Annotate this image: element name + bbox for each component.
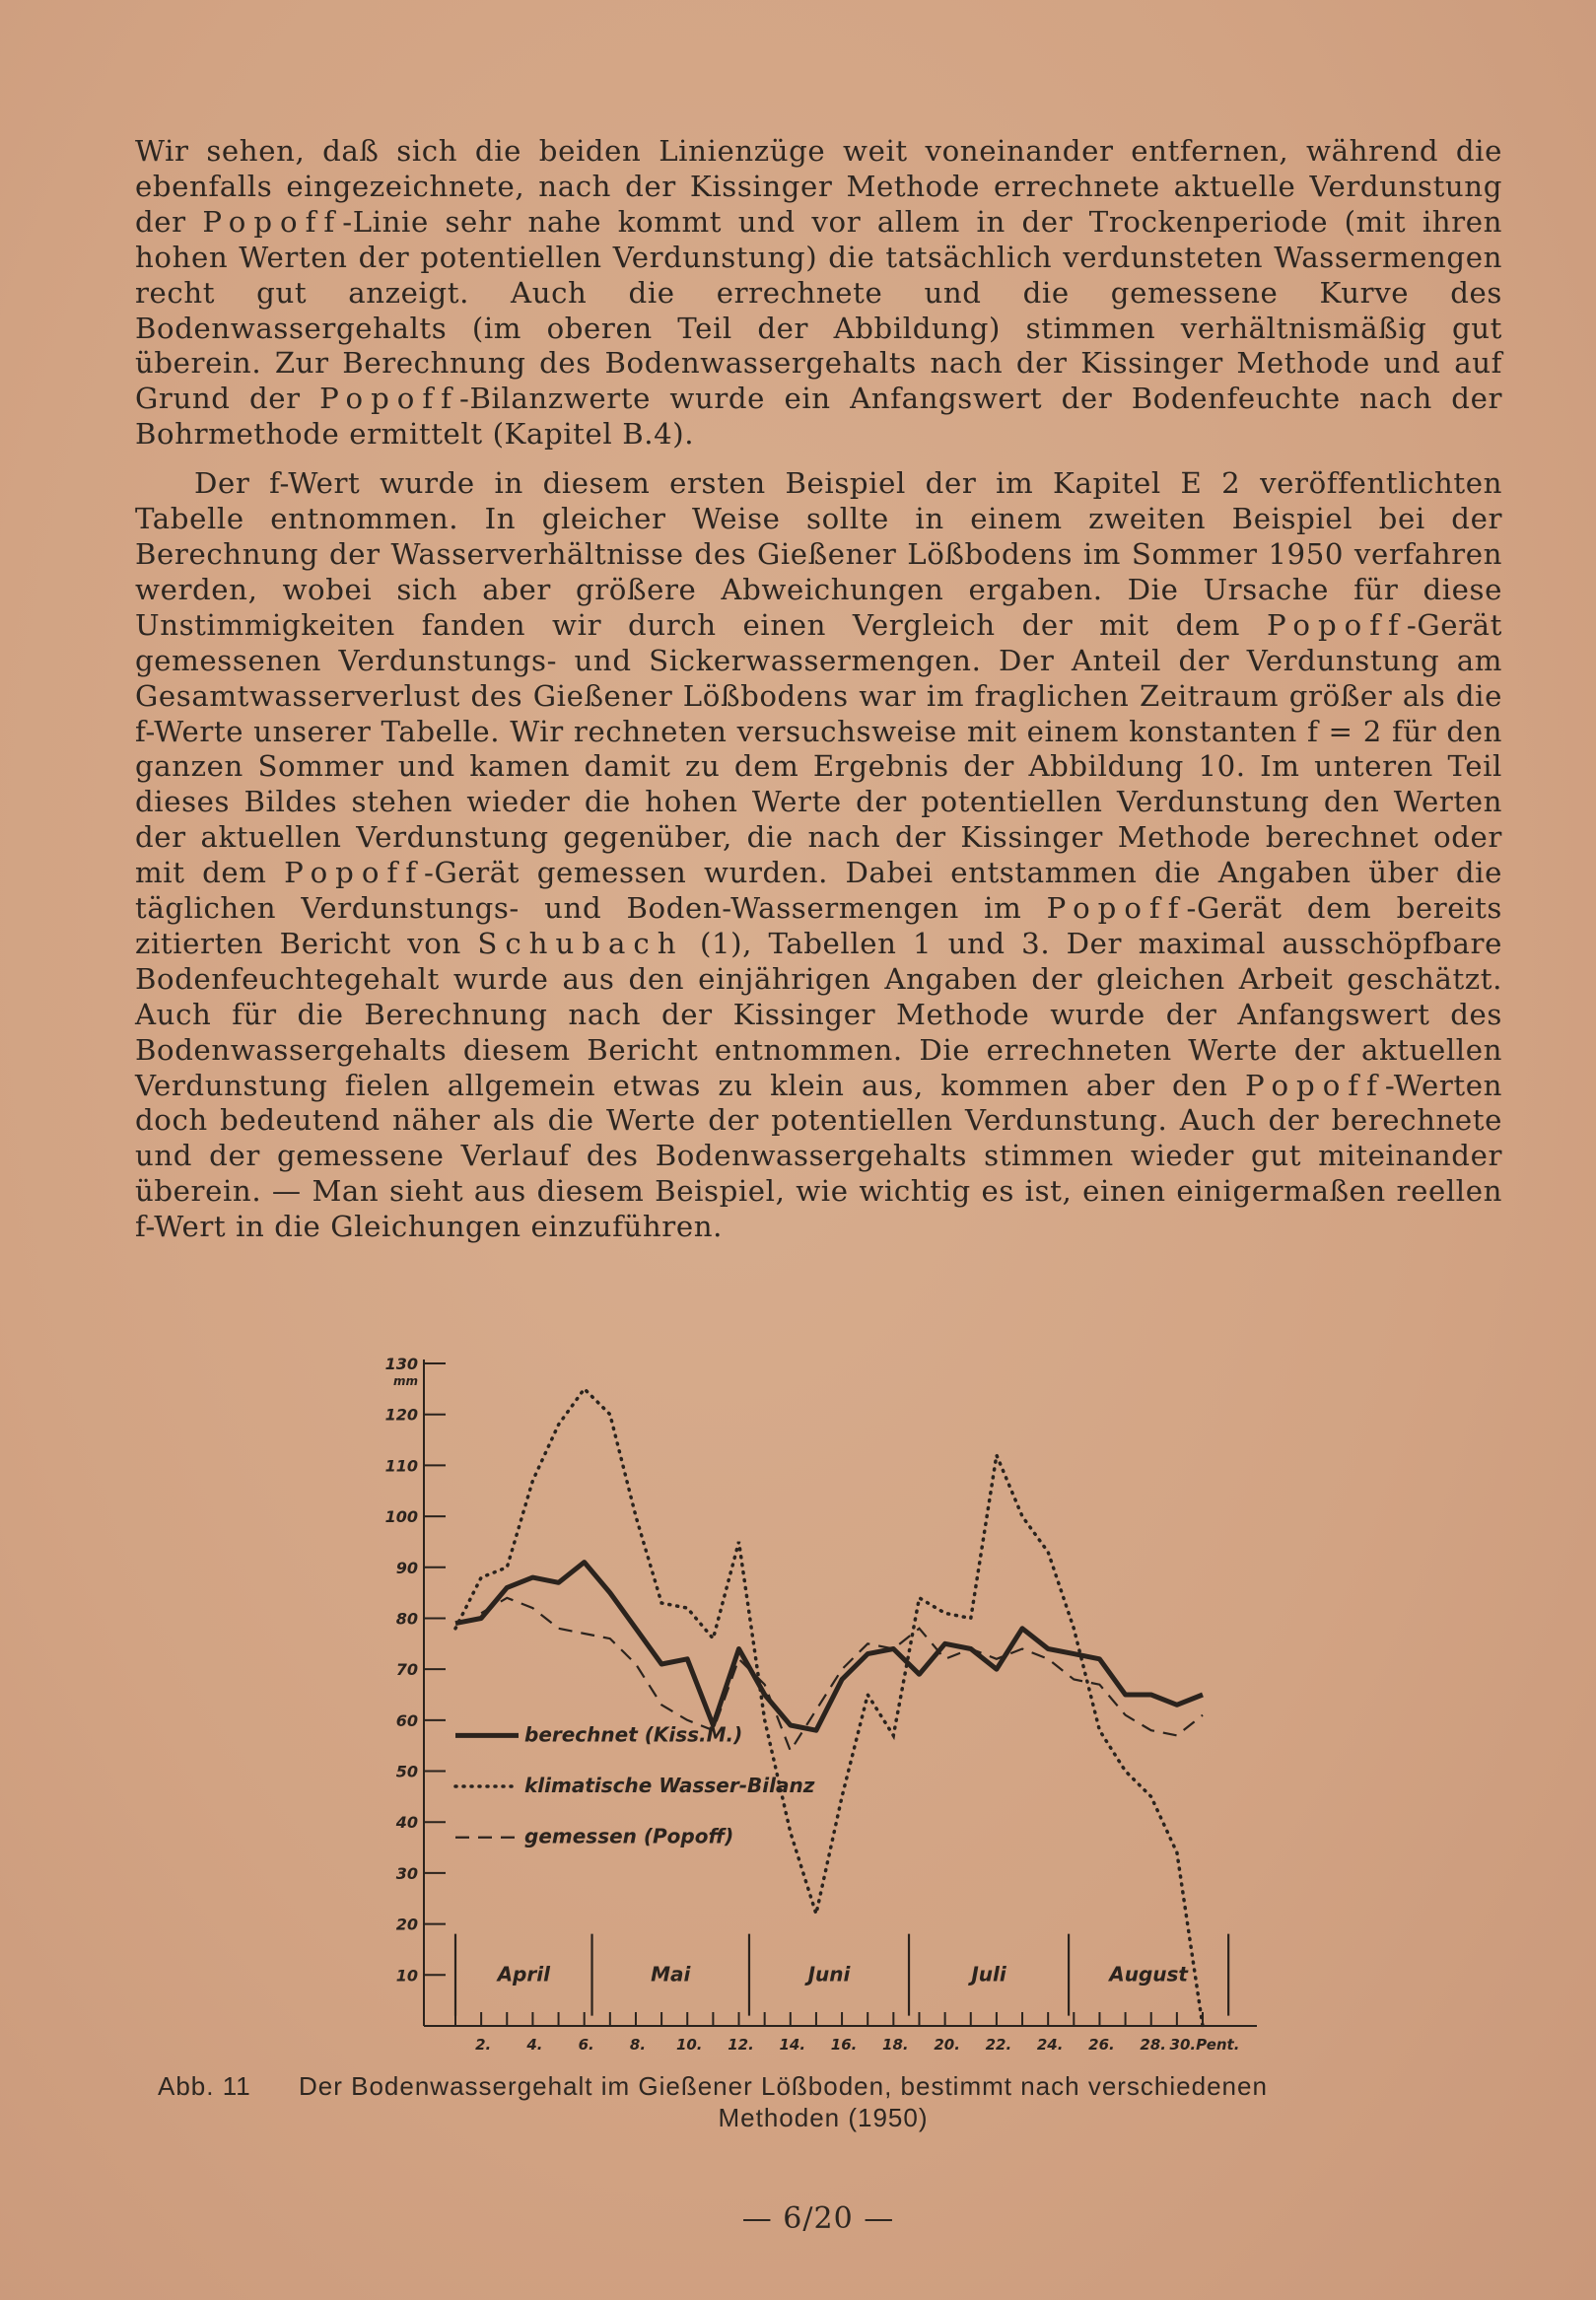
paragraph-1 xyxy=(135,134,1502,453)
x-tick-label-6: 6. xyxy=(578,2036,594,2054)
y-tick-label-20: 20 xyxy=(395,1915,418,1934)
text-run: -Bilanzwerte wurde ein Anfangswert der Bodenfeuchte nach der Bohrmethode ermittelt (Kapitel B.4). xyxy=(135,382,1503,452)
y-tick-label-80: 80 xyxy=(395,1609,418,1629)
caption-label: Abb. 11 xyxy=(158,2071,251,2101)
x-tick-label-8: 8. xyxy=(629,2036,647,2054)
author-name: Popoff xyxy=(1244,1068,1385,1102)
page-number: — 6/20 — xyxy=(741,2201,895,2236)
month-label-mai: Mai xyxy=(651,1962,691,1986)
text-run: -Werten doch bedeutend näher als die Werte der potentiellen Verdunstung. Auch der berechnete und der gemessene Verlauf des Bodenwassergehalts stimmen wieder gut miteinander überein. — Man sieht aus diesem Beispiel, wie wichtig es ist, einen einigermaßen reellen f-Wert in die Gleichungen einzuführen. xyxy=(135,1068,1502,1244)
author-name: Popoff xyxy=(1266,607,1407,642)
month-label-april: April xyxy=(497,1962,550,1986)
text-run: -Gerät gemessen wurden. Dabei entstammen die Angaben über die täglichen Verdunstungs- und Boden-Wassermengen im xyxy=(135,856,1502,926)
x-tick-label-28: 28. xyxy=(1140,2036,1167,2054)
x-tick-label-20: 20. xyxy=(934,2036,960,2054)
x-tick-label-24: 24. xyxy=(1036,2036,1064,2054)
x-tick-label-26: 26. xyxy=(1088,2036,1115,2054)
text-run: Der f-Wert wurde in diesem ersten Beispiel der im Kapitel E 2 veröffentlichten Tabelle entnommen. In gleicher Weise sollte in einem zweiten Beispiel bei der Berechnung der Wasserverhältnisse des Gießener Lößbodens im Sommer 1950 verfahren werden, wobei sich aber größere Abweichungen ergaben. Die Ursache für diese Unstimmigkeiten fanden wir durch einen Vergleich der mit dem xyxy=(135,466,1502,642)
month-label-juni: Juni xyxy=(807,1962,851,1986)
text-run: Wir sehen, daß sich die beiden Linienzüge weit voneinander entfernen, während die ebenfalls eingezeichnete, nach der Kissinger Methode errechnete aktuelle Verdunstung der xyxy=(135,134,1502,239)
author-name: Popoff xyxy=(202,204,343,239)
caption-text: Der Bodenwassergehalt im Gießener Lößboden, bestimmt nach verschiedenen xyxy=(299,2071,1268,2101)
y-tick-label-110: 110 xyxy=(384,1456,418,1476)
legend-label-2: gemessen (Popoff) xyxy=(524,1824,734,1848)
y-tick-label-50: 50 xyxy=(395,1762,418,1781)
y-tick-label-40: 40 xyxy=(395,1813,418,1833)
text-run: -Gerät dem bereits zitierten Bericht von xyxy=(135,891,1503,960)
x-tick-label-10: 10. xyxy=(675,2036,703,2054)
x-tick-label-22: 22. xyxy=(985,2036,1012,2054)
x-tick-label-30: 30.Pent. xyxy=(1169,2036,1240,2054)
caption-line-1 xyxy=(158,2070,1489,2102)
y-tick-label-10: 10 xyxy=(395,1966,418,1986)
author-name: Schubach xyxy=(477,926,684,960)
author-name: Popoff xyxy=(1046,891,1187,926)
x-tick-label-4: 4. xyxy=(526,2036,543,2054)
text-run: (1), Tabellen 1 und 3. Der maximal ausschöpfbare Bodenfeuchtegehalt wurde aus den einjährigen Angaben der gleichen Arbeit geschätzt. Auch für die Berechnung nach der Kissinger Methode wurde der Anfangswert des Bodenwassergehalts diesem Bericht entnommen. Die errechneten Werte der aktuellen Verdunstung fielen allgemein etwas zu klein aus, kommen aber den xyxy=(135,926,1502,1102)
caption-line-2: Methoden (1950) xyxy=(718,2103,929,2132)
y-tick-label-30: 30 xyxy=(395,1863,418,1883)
body-text xyxy=(135,134,1502,1245)
y-unit-label: mm xyxy=(392,1374,418,1388)
series-line-0 xyxy=(455,1563,1203,1731)
month-label-juli: Juli xyxy=(971,1962,1006,1986)
y-tick-label-120: 120 xyxy=(384,1405,418,1425)
legend-label-1: klimatische Wasser-Bilanz xyxy=(524,1774,815,1798)
y-tick-label-60: 60 xyxy=(395,1710,418,1730)
y-tick-label-70: 70 xyxy=(395,1660,418,1680)
x-tick-label-16: 16. xyxy=(830,2036,858,2054)
y-tick-label-100: 100 xyxy=(384,1507,418,1527)
figure-11 xyxy=(335,1336,1301,2065)
text-run: -Gerät gemessenen Verdunstungs- und Sickerwassermengen. Der Anteil der Verdunstung am Gesamtwasserverlust des Gießener Lößbodens war im fraglichen Zeitraum größer als die f-Werte unserer Tabelle. Wir rechneten versuchsweise mit einem konstanten f = 2 für den ganzen Sommer und kamen damit zu dem Ergebnis der Abbildung 10. Im unteren Teil dieses Bildes stehen wieder die hohen Werte der potentiellen Verdunstung den Werten der aktuellen Verdunstung gegenüber, die nach der Kissinger Methode berechnet oder mit dem xyxy=(135,607,1502,890)
month-label-august: August xyxy=(1109,1962,1188,1986)
x-tick-label-18: 18. xyxy=(882,2036,909,2054)
y-tick-label-90: 90 xyxy=(395,1558,418,1577)
soil-water-chart xyxy=(335,1336,1301,2065)
figure-caption xyxy=(158,2070,1489,2133)
x-tick-label-12: 12. xyxy=(728,2036,754,2054)
author-name: Popoff xyxy=(284,856,424,890)
text-run: -Linie sehr nahe kommt und vor allem in der Trockenperiode (mit ihren hohen Werten der potentiellen Verdunstung) die tatsächlich verdunsteten Wassermengen recht gut anzeigt. Auch die errechnete und die gemessene Kurve des Bodenwassergehalts (im oberen Teil der Abbildung) stimmen verhältnismäßig gut überein. Zur Berechnung des Bodenwassergehalts nach der Kissinger Methode und auf Grund der xyxy=(135,204,1502,416)
legend-label-0: berechnet (Kiss.M.) xyxy=(524,1722,743,1747)
author-name: Popoff xyxy=(319,382,459,416)
x-tick-label-2: 2. xyxy=(475,2036,492,2054)
x-tick-label-14: 14. xyxy=(779,2036,806,2054)
paragraph-2 xyxy=(135,466,1502,1245)
y-tick-label-130: 130 xyxy=(384,1355,418,1373)
